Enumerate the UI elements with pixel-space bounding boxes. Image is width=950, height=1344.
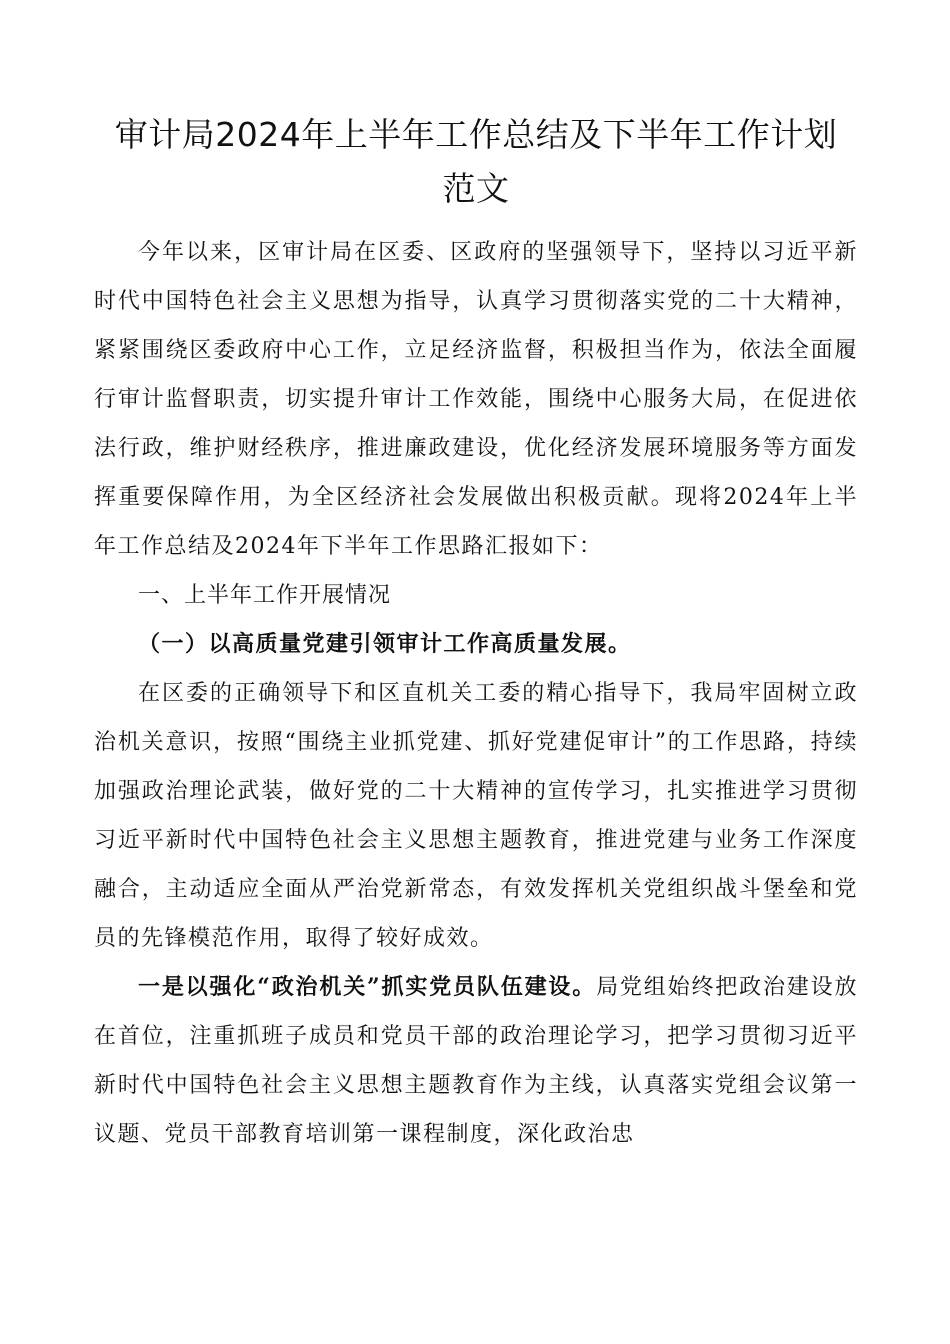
point-lead-1: 一是以强化“政治机关”抓实党员队伍建设。 xyxy=(138,974,597,1000)
point-text-1: 局党组始终把政治建设放在首位，注重抓班子成员和党员干部的政治理论学习，把学习贯彻习近平新时代中国特色社会主义思想主题教育作为主线，认真落实党组会议第一议题、党员干部教育培训第一课程制度，深化政治忠 xyxy=(94,975,858,1147)
subsection-paragraph-1: 在区委的正确领导下和区直机关工委的精心指导下，我局牢固树立政治机关意识，按照“围绕主业抓党建、抓好党建促审计”的工作思路，持续加强政治理论武装，做好党的二十大精神的宣传学习，扎实推进学习贯彻习近平新时代中国特色社会主义思想主题教育，推进党建与业务工作深度融合，主动适应全面从严治党新常态，有效发挥机关党组织战斗堡垒和党员的先锋模范作用，取得了较好成效。 xyxy=(94,681,858,951)
subsection-heading-1: （一）以高质量党建引领审计工作高质量发展。 xyxy=(138,631,632,657)
title-line-2: 范文 xyxy=(442,169,510,208)
document-title xyxy=(94,108,858,216)
title-line-1: 审计局2024年上半年工作总结及下半年工作计划 xyxy=(114,115,838,154)
section-heading-1: 一、上半年工作开展情况 xyxy=(138,583,392,608)
intro-paragraph: 今年以来，区审计局在区委、区政府的坚强领导下，坚持以习近平新时代中国特色社会主义思想为指导，认真学习贯彻落实党的二十大精神，紧紧围绕区委政府中心工作，立足经济监督，积极担当作为，依法全面履行审计监督职责，切实提升审计工作效能，围绕中心服务大局，在促进依法行政，维护财经秩序，推进廉政建设，优化经济发展环境服务等方面发挥重要保障作用，为全区经济社会发展做出积极贡献。现将2024年上半年工作总结及2024年下半年工作思路汇报如下： xyxy=(94,240,858,559)
document-body xyxy=(94,228,858,1159)
point-paragraph-1 xyxy=(94,963,858,1159)
